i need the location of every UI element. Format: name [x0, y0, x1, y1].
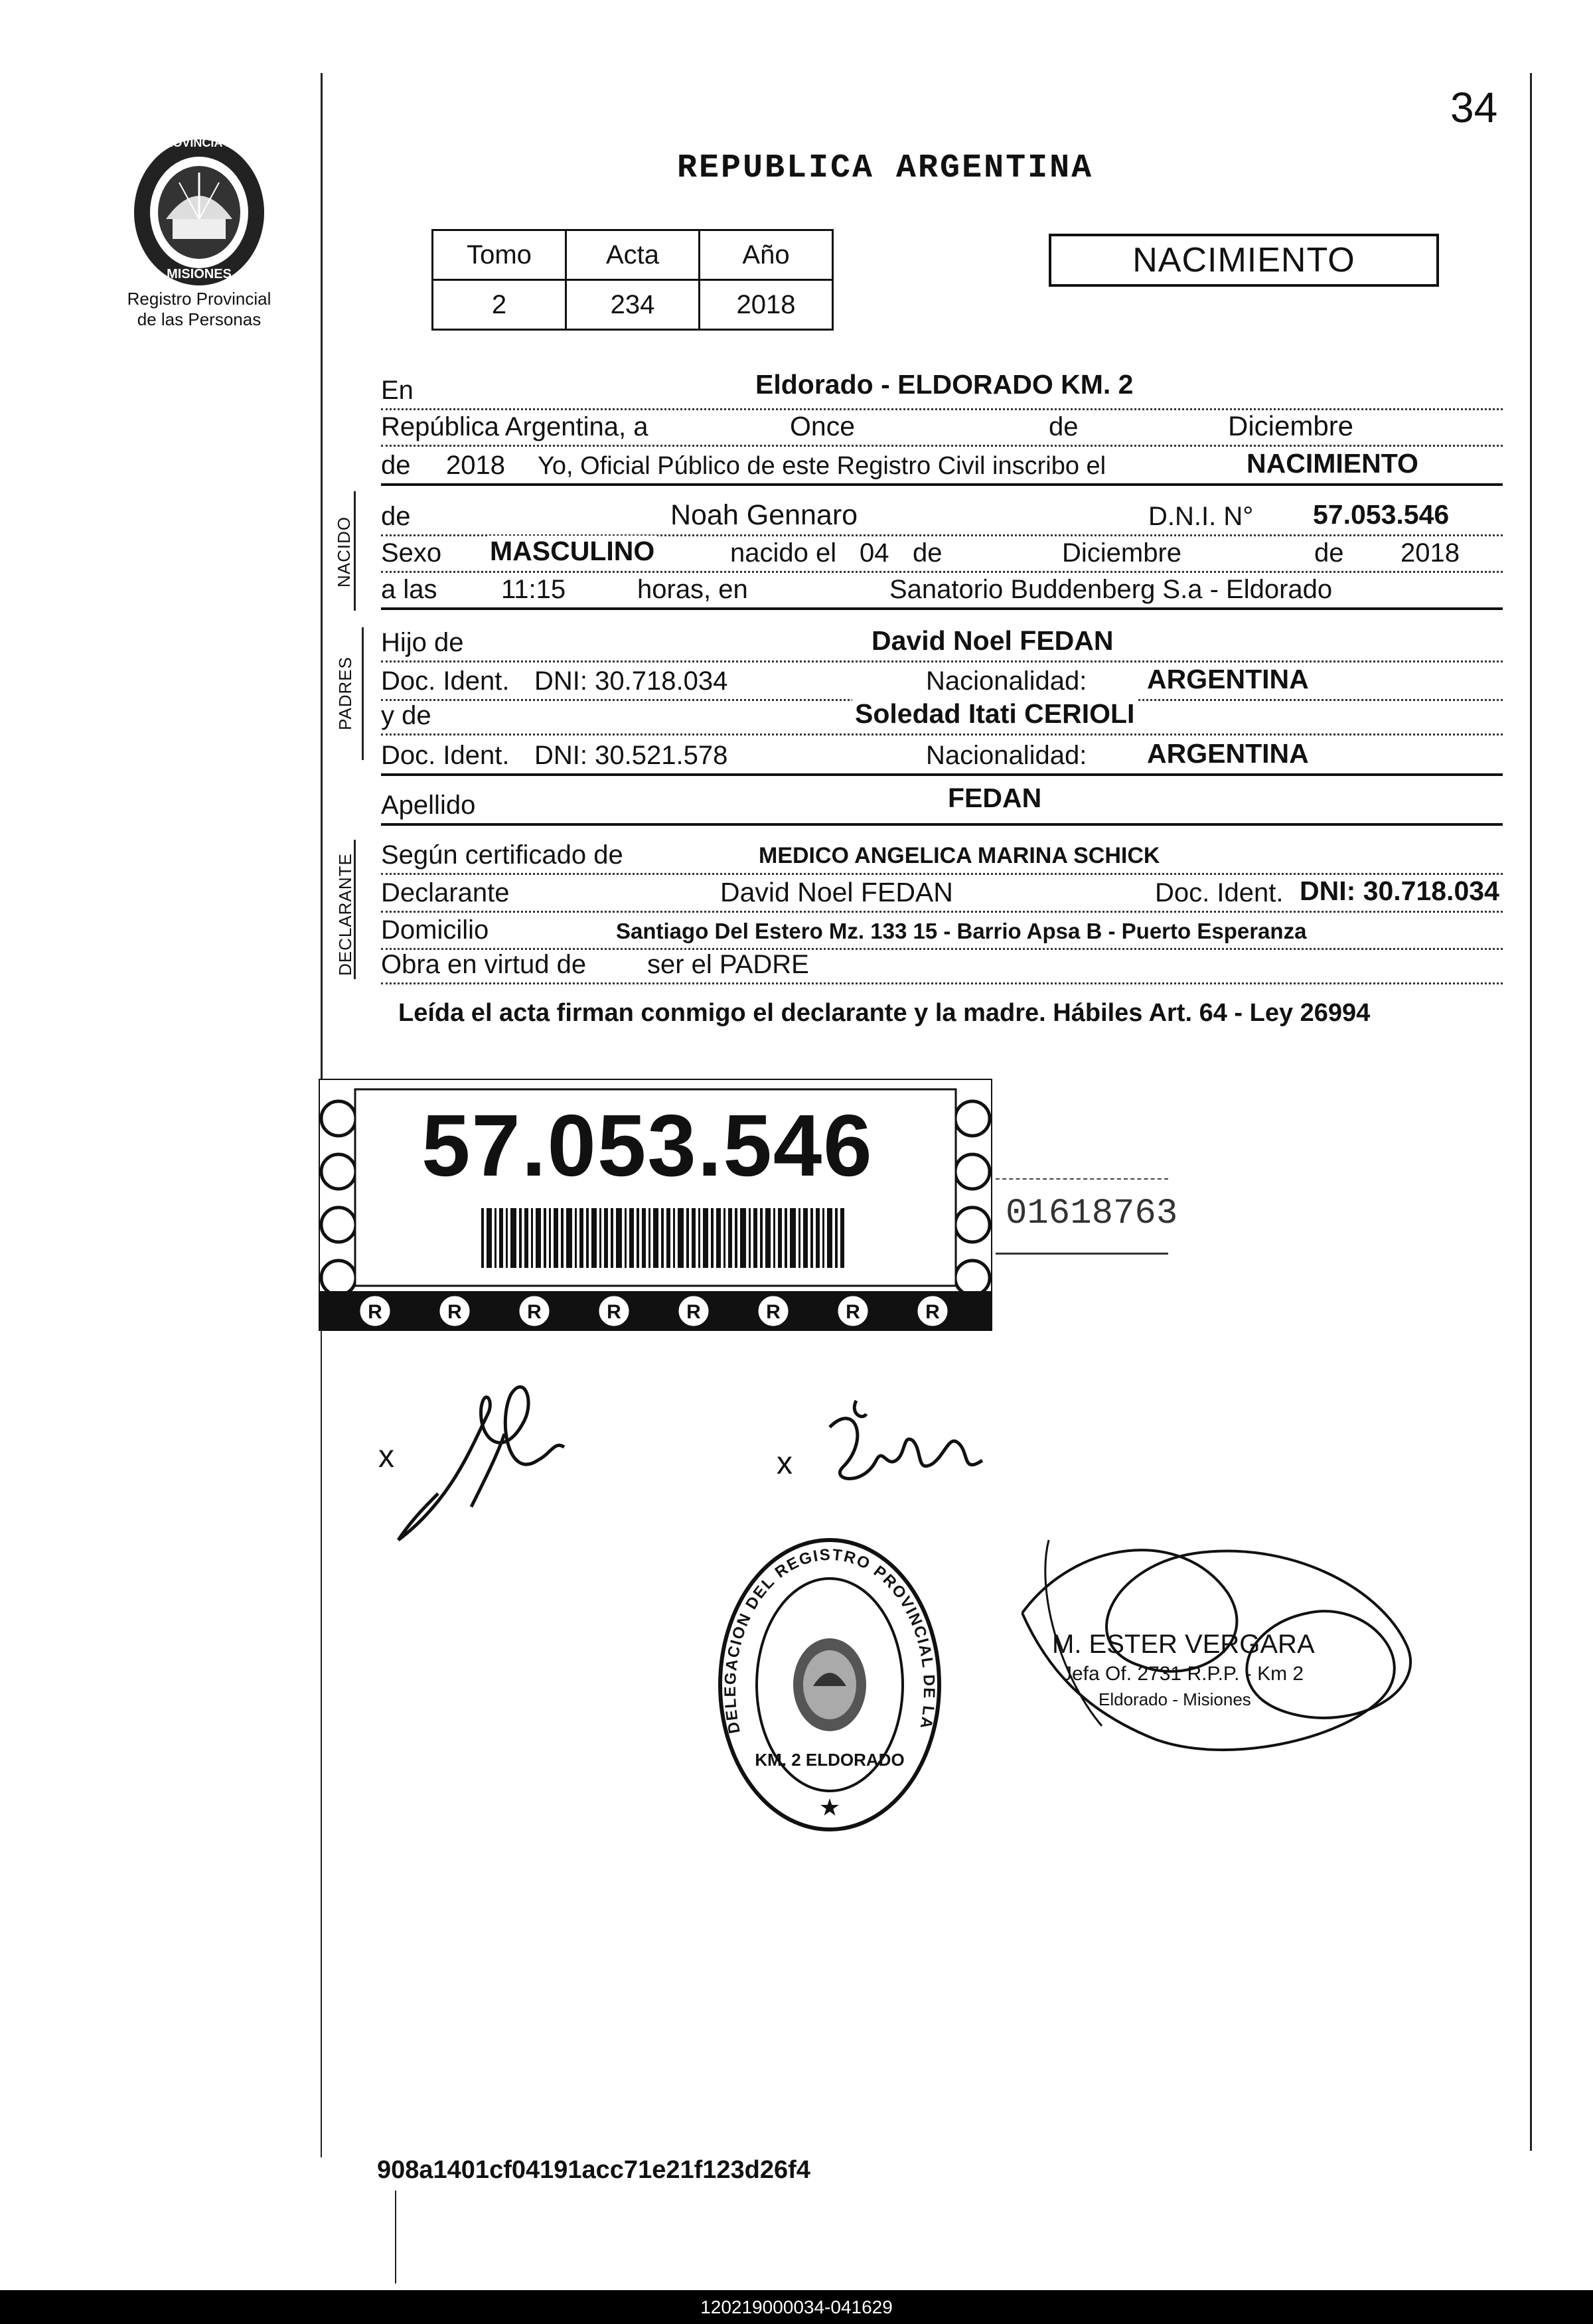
value-declarante: David Noel FEDAN — [716, 877, 957, 908]
signature-2-icon — [770, 1387, 1009, 1507]
svg-text:R: R — [686, 1301, 701, 1323]
footer-code: 120219000034-041629 — [0, 2290, 1593, 2324]
table-header-anio: Año — [700, 230, 833, 280]
row-year — [381, 443, 1503, 486]
section-padres: PADRES — [335, 657, 355, 730]
value-rep-month: Diciembre — [1224, 410, 1357, 442]
label-declarante: Declarante — [381, 878, 513, 908]
label-alas: a las — [381, 575, 441, 605]
document-hash: 908a1401cf04191acc71e21f123d26f4 — [377, 2156, 810, 2184]
row-hijo — [381, 621, 1503, 662]
label-nacido-el: nacido el — [726, 538, 840, 568]
right-margin-line — [1530, 73, 1532, 2151]
page-title: REPUBLICA ARGENTINA — [677, 149, 1094, 187]
value-time: 11:15 — [497, 575, 569, 605]
label-obra: Obra en virtud de — [381, 950, 590, 980]
value-obra: ser el PADRE — [643, 950, 813, 980]
value-rep-day: Once — [786, 411, 859, 442]
label-sexo: Sexo — [381, 538, 445, 568]
sticker-dni-number: 57.053.546 — [421, 1097, 873, 1194]
value-birth-place: Sanatorio Buddenberg S.a - Eldorado — [885, 575, 1336, 605]
value-mother-doc: DNI: 30.521.578 — [530, 741, 731, 771]
reading-note: Leída el acta firman conmigo el declarante y la madre. Hábiles Art. 64 - Ley 26994 — [398, 999, 1371, 1027]
label-mother-nac: Nacionalidad: — [922, 741, 1091, 771]
label-year: de — [381, 451, 415, 481]
delegation-stamp — [714, 1533, 946, 1835]
control-number: 01618763 — [1006, 1194, 1178, 1234]
delegation-stamp-icon — [714, 1533, 946, 1835]
label-republica: República Argentina, a — [381, 412, 652, 442]
official-title: Jefa Of. 2731 R.P.P. - Km 2 — [1062, 1663, 1304, 1685]
row-hora — [381, 568, 1503, 610]
value-birth-day: 04 — [856, 538, 893, 568]
padres-bar — [362, 627, 364, 760]
bottom-tick — [395, 2191, 396, 2284]
label-horas: horas, en — [633, 575, 752, 605]
label-mother-doc: Doc. Ident. — [381, 741, 513, 771]
table-header-tomo: Tomo — [433, 230, 566, 280]
label-rep-de: de — [1045, 412, 1083, 442]
value-sexo: MASCULINO — [487, 536, 657, 567]
value-birth-month: Diciembre — [1058, 538, 1185, 568]
row-sexo — [381, 531, 1503, 573]
svg-text:R: R — [368, 1301, 382, 1323]
row-apellido — [381, 783, 1503, 826]
row-name — [381, 495, 1503, 536]
label-father-doc: Doc. Ident. — [381, 666, 513, 696]
mother-signature — [770, 1387, 1009, 1507]
registry-name-2: de las Personas — [137, 309, 262, 329]
official-name: M. ESTER VERGARA — [1052, 1630, 1315, 1659]
seal-lettering: PROVINCIA DE — [156, 136, 242, 149]
table-cell-acta: 234 — [566, 280, 700, 330]
row-segun — [381, 833, 1503, 875]
record-type-box: NACIMIENTO — [1049, 234, 1439, 287]
label-birth-de2: de — [1310, 538, 1348, 568]
label-hijo: Hijo de — [381, 628, 468, 658]
official-place: Eldorado - Misiones — [1099, 1689, 1251, 1709]
value-mother-nat: ARGENTINA — [1144, 738, 1312, 769]
row-declarante — [381, 871, 1503, 913]
svg-text:x: x — [378, 1439, 394, 1474]
label-de: de — [381, 502, 415, 532]
value-father: David Noel FEDAN — [869, 625, 1116, 657]
table-cell-anio: 2018 — [700, 280, 833, 330]
label-father-nac: Nacionalidad: — [922, 666, 1091, 696]
svg-text:R: R — [846, 1301, 860, 1323]
label-yo: Yo, Oficial Público de este Registro Civil inscribo el — [534, 452, 1110, 481]
svg-text:R: R — [766, 1301, 781, 1323]
value-father-doc: DNI: 30.718.034 — [530, 666, 731, 696]
row-en — [381, 368, 1503, 410]
value-domicilio: Santiago Del Estero Mz. 133 15 - Barrio Apsa B - Puerto Esperanza — [613, 919, 1309, 944]
svg-text:★: ★ — [818, 1794, 841, 1821]
row-mother-doc — [381, 734, 1503, 776]
value-dni: 57.053.546 — [1310, 499, 1452, 530]
record-table — [431, 229, 834, 331]
value-inscribo: NACIMIENTO — [1244, 448, 1421, 479]
value-year: 2018 — [442, 451, 509, 481]
value-segun: MEDICO ANGELICA MARINA SCHICK — [756, 843, 1162, 869]
label-yde: y de — [381, 701, 435, 731]
row-republica — [381, 405, 1503, 447]
row-mother — [381, 694, 1503, 736]
label-segun: Según certificado de — [381, 840, 627, 870]
label-dni: D.N.I. N° — [1144, 502, 1257, 532]
value-decl-doc: DNI: 30.718.034 — [1297, 876, 1502, 907]
declarant-signature — [372, 1348, 611, 1560]
value-name: Noah Gennaro — [666, 499, 862, 532]
value-mother: Soledad Itati CERIOLI — [852, 698, 1137, 730]
svg-text:R: R — [447, 1301, 462, 1323]
label-en: En — [381, 376, 417, 406]
table-header-acta: Acta — [566, 230, 700, 280]
value-birth-year: 2018 — [1397, 538, 1464, 568]
row-obra — [381, 943, 1503, 984]
section-declarante: DECLARANTE — [335, 853, 355, 976]
svg-text:R: R — [925, 1301, 940, 1323]
table-cell-tomo: 2 — [433, 280, 566, 330]
stamp-ring-text: DELEGACION DEL REGISTRO PROVINCIAL DE LA — [721, 1545, 939, 1735]
value-en: Eldorado - ELDORADO KM. 2 — [753, 369, 1136, 400]
seal-lettering-bottom: MISIONES — [167, 267, 232, 281]
section-nacido: NACIDO — [334, 516, 354, 587]
svg-text:x: x — [777, 1446, 793, 1481]
value-apellido: FEDAN — [945, 783, 1044, 814]
signature-1-icon — [372, 1348, 611, 1560]
left-margin-line-lower — [321, 1328, 322, 2157]
svg-text:R: R — [527, 1301, 542, 1323]
value-father-nat: ARGENTINA — [1144, 664, 1312, 695]
page-number: 34 — [1450, 84, 1498, 131]
label-birth-de: de — [909, 538, 947, 568]
stamp-inner-text: KM. 2 ELDORADO — [755, 1750, 905, 1770]
registry-name-1: Registro Provincial — [127, 289, 271, 309]
label-domicilio: Domicilio — [381, 915, 493, 945]
svg-text:R: R — [607, 1301, 621, 1323]
label-apellido: Apellido — [381, 791, 479, 820]
label-decl-doc: Doc. Ident. — [1151, 878, 1287, 908]
